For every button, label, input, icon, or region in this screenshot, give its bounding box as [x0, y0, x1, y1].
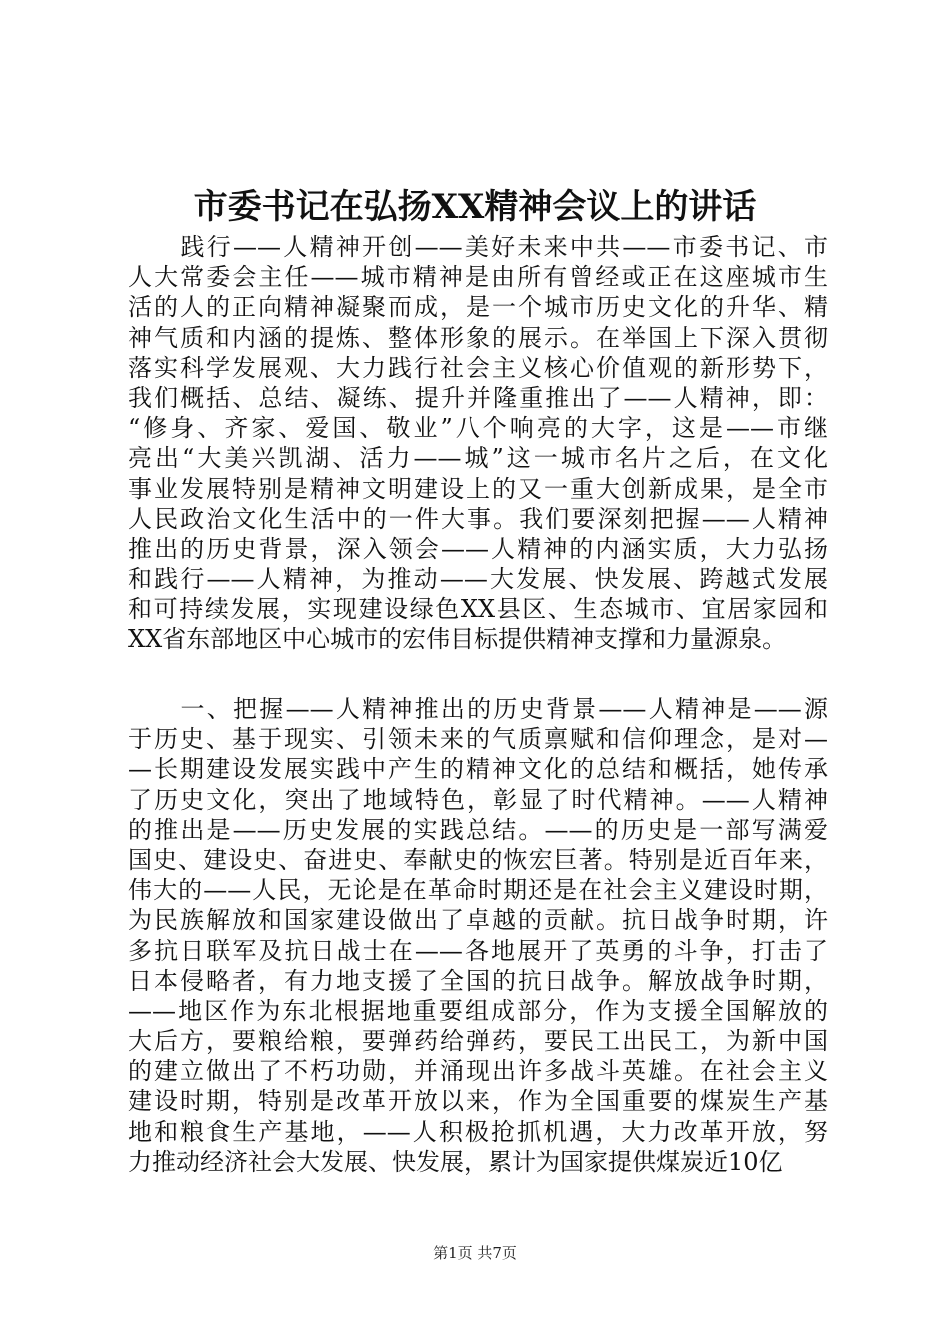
text-line: 活的人的正向精神凝聚而成，是一个城市历史文化的升华、精: [128, 293, 828, 322]
text-line: 建设时期，特别是改革开放以来，作为全国重要的煤炭生产基: [128, 1087, 828, 1116]
text-line: 人民政治文化生活中的一件大事。我们要深刻把握——人精神: [128, 504, 828, 533]
paragraph-intro: [128, 232, 828, 655]
text-line: 神气质和内涵的提炼、整体形象的展示。在举国上下深入贯彻: [128, 323, 828, 352]
text-line: 和可持续发展，实现建设绿色XX县区、生态城市、宜居家园和: [128, 595, 828, 624]
document-title: 市委书记在弘扬XX精神会议上的讲话: [193, 187, 757, 227]
text-line: 和践行——人精神，为推动——大发展、快发展、跨越式发展: [128, 565, 828, 594]
text-line: 的建立做出了不朽功勋，并涌现出许多战斗英雄。在社会主义: [128, 1057, 828, 1086]
text-line: 践行——人精神开创——美好未来中共——市委书记、市: [128, 233, 828, 261]
text-line: 于历史、基于现实、引领未来的气质禀赋和信仰理念，是对—: [128, 725, 828, 754]
text-line: “修身、齐家、爱国、敬业”八个响亮的大字，这是——市继: [128, 414, 828, 443]
text-line: 日本侵略者，有力地支援了全国的抗日战争。解放战争时期，: [128, 966, 828, 995]
paragraph-section-one: [128, 694, 828, 1177]
text-line: —长期建设发展实践中产生的精神文化的总结和概括，她传承: [128, 755, 828, 784]
text-line: 伟大的——人民，无论是在革命时期还是在社会主义建设时期，: [128, 876, 828, 905]
text-line: 人大常委会主任——城市精神是由所有曾经或正在这座城市生: [128, 263, 828, 292]
text-line: 一、把握——人精神推出的历史背景——人精神是——源: [128, 695, 828, 723]
text-line: XX省东部地区中心城市的宏伟目标提供精神支撑和力量源泉。: [128, 625, 787, 654]
text-line: 地和粮食生产基地，——人积极抢抓机遇，大力改革开放，努: [128, 1117, 828, 1146]
text-line: 国史、建设史、奋进史、奉献史的恢宏巨著。特别是近百年来，: [128, 845, 828, 874]
text-line: 我们概括、总结、凝练、提升并隆重推出了——人精神，即：: [128, 383, 828, 412]
text-line: 的推出是——历史发展的实践总结。——的历史是一部写满爱: [128, 815, 828, 844]
text-line: 多抗日联军及抗日战士在——各地展开了英勇的斗争，打击了: [128, 936, 828, 965]
text-line: 推出的历史背景，深入领会——人精神的内涵实质，大力弘扬: [128, 534, 828, 563]
text-line: 落实科学发展观、大力践行社会主义核心价值观的新形势下，: [128, 353, 828, 382]
text-line: 了历史文化，突出了地域特色，彰显了时代精神。——人精神: [128, 785, 828, 814]
page-footer: 第1页 共7页: [433, 1244, 517, 1262]
text-line: 事业发展特别是精神文明建设上的又一重大创新成果，是全市: [128, 474, 828, 503]
text-line: ——地区作为东北根据地重要组成部分，作为支援全国解放的: [128, 996, 828, 1025]
text-line: 亮出“大美兴凯湖、活力——城”这一城市名片之后，在文化: [128, 444, 828, 473]
text-line: 为民族解放和国家建设做出了卓越的贡献。抗日战争时期，许: [128, 906, 828, 935]
text-line: 大后方，要粮给粮，要弹药给弹药，要民工出民工，为新中国: [128, 1027, 828, 1056]
text-line: 力推动经济社会大发展、快发展，累计为国家提供煤炭近10亿: [128, 1147, 783, 1176]
